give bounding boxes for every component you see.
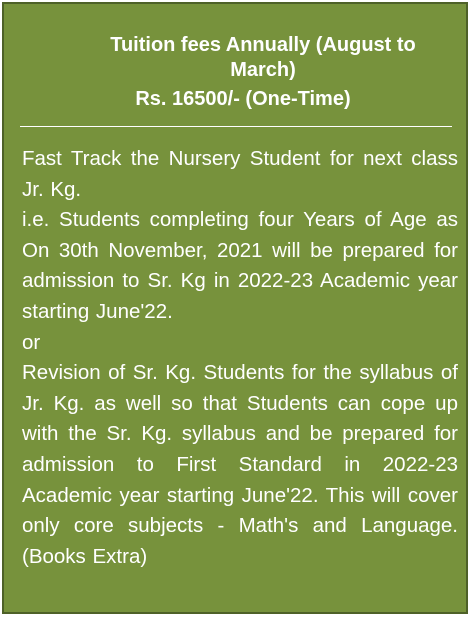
title-line-1: Tuition fees Annually (August to (110, 34, 416, 56)
fee-price: Rs. 16500/- (One-Time) (135, 88, 351, 110)
fee-info-card (2, 2, 468, 614)
paragraph-revision: Revision of Sr. Kg. Students for the syllabus of Jr. Kg. as well so that Students can cope up with the Sr. Kg. syllabus and be prepared for admission to First Standard in 2022-23 Academic year starting June'22. This will cover only core subjects - Math's and Language. (Books Extra) (22, 361, 458, 568)
paragraph-fast-track: Fast Track the Nursery Student for next class Jr. Kg. (22, 147, 458, 201)
description-text (22, 144, 458, 572)
title-line-2: March) (230, 59, 296, 81)
divider-line (20, 126, 452, 127)
paragraph-eligibility: i.e. Students completing four Years of Age as On 30th November, 2021 will be prepared for admission to Sr. Kg in 2022-23 Academic year starting June'22. (22, 208, 458, 323)
paragraph-or: or (22, 330, 41, 354)
